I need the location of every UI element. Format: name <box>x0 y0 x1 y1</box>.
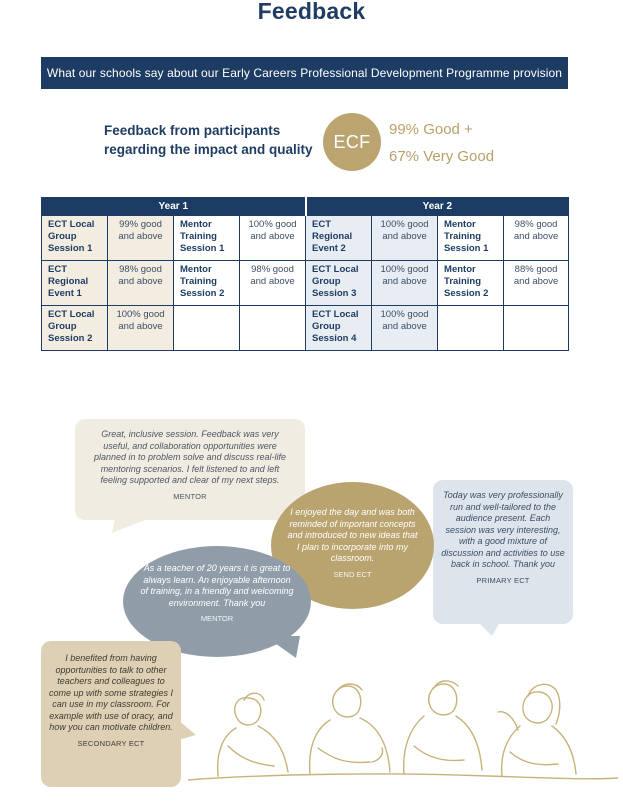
quote-role: PRIMARY ECT <box>476 575 530 585</box>
summary-label-line2: regarding the impact and quality <box>104 142 313 157</box>
session-name: Mentor Training Session 1 <box>438 216 504 261</box>
quote-role: MENTOR <box>173 491 207 501</box>
session-name: Mentor Training Session 1 <box>174 216 240 261</box>
page-title: Feedback <box>257 0 366 24</box>
session-name: Mentor Training Session 2 <box>174 261 240 306</box>
bubble-tail-primary <box>478 622 500 636</box>
year1-header: Year 1 <box>42 198 306 216</box>
stat-good: 99% Good + <box>389 121 473 138</box>
quote-bubble-mentor <box>75 419 305 520</box>
quote-role: SEND ECT <box>333 569 372 579</box>
session-score: 100% good and above <box>372 306 438 351</box>
quote-role: MENTOR <box>200 614 234 623</box>
quote-text: Today was very professionally run and well-tailored to the audience present. Each session was very interesting, with a good mixture of discussion and activities to use back in school. Thank you <box>441 490 565 569</box>
session-name: ECT Local Group Session 3 <box>306 261 372 306</box>
year2-header: Year 2 <box>306 198 569 216</box>
quote-role: SECONDARY ECT <box>77 738 145 748</box>
quote-text: I benefited from having opportunities to talk to other teachers and colleagues to come up with some strategies I can use in my classroom. For example with use of oracy, and how you can motivate children. <box>48 653 174 732</box>
session-score: 100% good and above <box>372 261 438 306</box>
session-score: 98% good and above <box>108 261 174 306</box>
bubble-tail-mentor1 <box>112 518 150 533</box>
session-name: ECT Regional Event 1 <box>42 261 108 306</box>
quote-bubble-primary-ect <box>433 480 573 624</box>
quote-text: Great, inclusive session. Feedback was very useful, and collaboration opportunities were planned in to problem solve and discuss real-life mentoring scenarios. I felt listened to and left feeling supported and clear of my next steps. <box>93 429 287 485</box>
session-name: ECT Local Group Session 1 <box>42 216 108 261</box>
session-score: 99% good and above <box>108 216 174 261</box>
session-score: 98% good and above <box>504 216 569 261</box>
ecf-badge: ECF <box>323 113 381 171</box>
session-score: 100% good and above <box>240 216 306 261</box>
session-name: ECT Regional Event 2 <box>306 216 372 261</box>
people-line-illustration <box>188 668 618 804</box>
session-score: 98% good and above <box>240 261 306 306</box>
section-banner: What our schools say about our Early Careers Professional Development Programme provision <box>41 57 568 89</box>
quote-text: As a teacher of 20 years it is great to always learn. An enjoyable afternoon of training, in a friendly and welcoming environment. Thank you <box>140 563 294 608</box>
session-score: 100% good and above <box>372 216 438 261</box>
session-score: 88% good and above <box>504 261 569 306</box>
session-name: Mentor Training Session 2 <box>438 261 504 306</box>
stat-very-good: 67% Very Good <box>389 148 495 165</box>
quote-text: I enjoyed the day and was both reminded of important concepts and introduced to new ideas that I plan to incorporate into my classroom. <box>287 507 418 563</box>
session-score: 100% good and above <box>108 306 174 351</box>
quote-bubble-secondary-ect <box>41 641 181 787</box>
summary-label-line1: Feedback from participants <box>104 123 281 138</box>
session-name: ECT Local Group Session 4 <box>306 306 372 351</box>
session-name: ECT Local Group Session 2 <box>42 306 108 351</box>
